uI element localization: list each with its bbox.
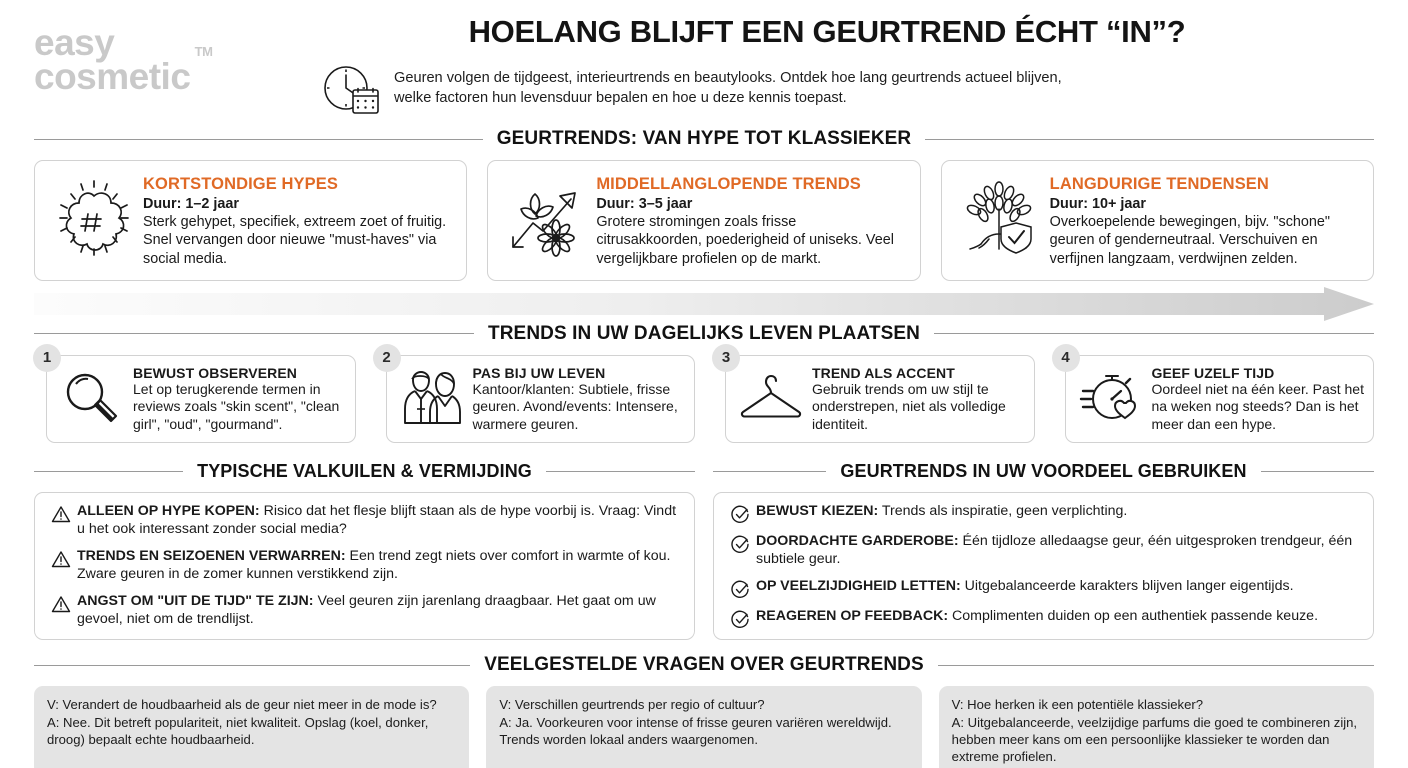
trend-duration: Duur: 3–5 jaar: [596, 196, 693, 212]
step-card-accent[interactable]: [721, 349, 1035, 444]
step-number-badge: 2: [373, 344, 401, 372]
trend-description: Grotere stromingen zoals frisse citrusakkoorden, poederigheid of uniseks. Veel vergelijkbare profielen op de markt.: [596, 214, 894, 267]
growth-arrow-leaf-icon: [498, 173, 596, 257]
trend-title: MIDDELLANGLOPENDE TRENDS: [596, 175, 861, 193]
check-circle-icon: [724, 503, 756, 524]
divider-line-left: [34, 665, 470, 666]
pitfall-text: Een trend zegt niets over comfort in warmte of kou. Zware geuren in de zomer kunnen verstikkend zijn.: [77, 548, 671, 583]
pitfall-label: ALLEEN OP HYPE KOPEN:: [77, 503, 260, 520]
section-header-steps: [34, 323, 1374, 345]
warning-triangle-icon: [45, 548, 77, 568]
section-title-trends: GEURTRENDS: VAN HYPE TOT KLASSIEKER: [496, 128, 912, 149]
pitfall-label: TRENDS EN SEIZOENEN VERWARREN:: [77, 548, 346, 565]
panels-row: [34, 461, 1374, 640]
step-card-fit-life[interactable]: [382, 349, 696, 444]
step-title: GEEF UZELF TIJD: [1151, 364, 1275, 381]
faq-item[interactable]: [486, 686, 921, 768]
trend-card-midterm[interactable]: [487, 160, 920, 281]
faq-answer: A: Nee. Dit betreft populariteit, niet kwaliteit. Opslag (koel, donker, droog) bepaalt echte houdbaarheid.: [47, 714, 429, 747]
step-description: Oordeel niet na één keer. Past het na weken nog steeds? Dan is het meer dan een hype.: [1151, 380, 1364, 432]
steps-row: [34, 349, 1374, 444]
faq-row: [34, 686, 1374, 768]
tree-shield-check-icon: [952, 173, 1050, 257]
section-title-advantages: GEURTRENDS IN UW VOORDEEL GEBRUIKEN: [840, 461, 1247, 482]
section-title-steps: TRENDS IN UW DAGELIJKS LEVEN PLAATSEN: [488, 322, 920, 344]
page-title: HOELANG BLIJFT EEN GEURTREND ÉCHT “IN”?: [468, 14, 1186, 49]
step-card-observe[interactable]: [42, 349, 356, 444]
advantage-label: BEWUST KIEZEN:: [756, 503, 879, 520]
trend-title: LANGDURIGE TENDENSEN: [1049, 175, 1269, 193]
section-title-pitfalls: TYPISCHE VALKUILEN & VERMIJDING: [197, 461, 532, 482]
section-title-faq: VEELGESTELDE VRAGEN OVER GEURTRENDS: [484, 654, 924, 676]
step-number-badge: 4: [1052, 344, 1080, 372]
list-item: [724, 503, 1359, 524]
panel-pitfalls: [34, 461, 695, 640]
timeline-arrow: [34, 287, 1374, 323]
check-circle-icon: [724, 533, 756, 554]
faq-answer: A: Uitgebalanceerde, veelzijdige parfums die goed te combineren zijn, hebben meer kans om een persoonlijke klassieker te worden dan extreme profielen.: [951, 714, 1358, 765]
warning-triangle-icon: [45, 503, 77, 523]
trademark-symbol: TM: [194, 44, 213, 59]
list-item: [724, 578, 1359, 599]
list-item: [45, 593, 680, 629]
trend-duration: Duur: 10+ jaar: [1049, 196, 1147, 212]
clothes-hanger-icon: [730, 365, 812, 427]
check-circle-icon: [724, 578, 756, 599]
pitfall-label: ANGST OM "UIT DE TIJD" TE ZIJN:: [77, 592, 314, 609]
divider-line-right: [938, 665, 1374, 666]
two-people-icon: [391, 365, 473, 427]
trend-description: Overkoepelende bewegingen, bijv. "schone" geuren of genderneutraal. Verschuiven en verfijnen langzaam, verdwijnen zelden.: [1049, 214, 1331, 267]
step-title: TREND ALS ACCENT: [812, 364, 955, 381]
step-description: Let op terugkerende termen in reviews zoals "skin scent", "clean girl", "oud", "gourmand".: [133, 380, 340, 432]
stopwatch-heart-icon: [1070, 365, 1152, 427]
advantages-box: [713, 492, 1374, 640]
header-subtitle: Geuren volgen de tijdgeest, interieurtrends en beautylooks. Ontdek hoe lang geurtrends actueel blijven, welke factoren hun levensduur bepalen en hoe u deze kennis toepast.: [394, 70, 1062, 107]
brand-line-1: easy: [34, 22, 115, 63]
trend-card-row: [34, 160, 1374, 281]
divider-line-left: [34, 139, 483, 140]
faq-question: V: Verandert de houdbaarheid als de geur niet meer in de mode is?: [47, 697, 437, 713]
section-header-trends: [34, 128, 1374, 150]
list-item: [45, 548, 680, 584]
faq-question: V: Hoe herken ik een potentiële klassieker?: [951, 697, 1204, 713]
magnifier-icon: [51, 365, 133, 427]
list-item: [724, 608, 1359, 629]
faq-item[interactable]: [939, 686, 1374, 768]
divider-line-left: [34, 333, 474, 334]
header: [34, 0, 1374, 128]
advantage-label: DOORDACHTE GARDEROBE:: [756, 533, 959, 550]
step-description: Kantoor/klanten: Subtiele, frisse geuren. Avond/events: Intensere, warmere geuren.: [472, 380, 678, 432]
divider-line-right: [925, 139, 1374, 140]
divider-line-right: [1261, 471, 1374, 472]
divider-line-left: [713, 471, 826, 472]
step-number-badge: 3: [712, 344, 740, 372]
faq-item[interactable]: [34, 686, 469, 768]
section-header-pitfalls: [34, 461, 695, 482]
step-description: Gebruik trends om uw stijl te onderstrepen, niet als volledige identiteit.: [812, 380, 1006, 432]
pitfalls-box: [34, 492, 695, 639]
advantage-text: Trends als inspiratie, geen verplichting.: [878, 503, 1128, 520]
pitfall-text: Risico dat het flesje blijft staan als de hype voorbij is. Vraag: Vindt u het ook interessant zonder social media?: [77, 503, 677, 538]
trend-description: Sterk gehypet, specifiek, extreem zoet of fruitig. Snel vervangen door nieuwe "must-haves" via social media.: [143, 214, 447, 267]
advantage-text: Complimenten duiden op een authentiek passende keuze.: [948, 608, 1319, 625]
pitfall-text: Veel geuren zijn jarenlang draagbaar. Het gaat om uw gevoel, niet om de trendlijst.: [77, 592, 656, 627]
step-title: PAS BIJ UW LEVEN: [472, 364, 606, 381]
trend-card-longterm[interactable]: [941, 160, 1374, 281]
check-circle-icon: [724, 608, 756, 629]
advantage-text: Één tijdloze alledaagse geur, één uitgesproken trendgeur, één subtiele geur.: [756, 533, 1353, 568]
advantage-label: REAGEREN OP FEEDBACK:: [756, 608, 949, 625]
trend-title: KORTSTONDIGE HYPES: [143, 175, 338, 193]
hashtag-burst-icon: [45, 173, 143, 257]
step-card-give-time[interactable]: [1061, 349, 1375, 444]
divider-line-left: [34, 471, 183, 472]
trend-duration: Duur: 1–2 jaar: [143, 196, 239, 212]
clock-calendar-icon: [320, 64, 394, 121]
warning-triangle-icon: [45, 593, 77, 613]
brand-logo: [34, 14, 304, 98]
faq-answer: A: Ja. Voorkeuren voor intense of frisse geuren variëren wereldwijd. Trends worden lokaal anders waargenomen.: [499, 714, 892, 747]
faq-question: V: Verschillen geurtrends per regio of cultuur?: [499, 697, 765, 713]
section-header-advantages: [713, 461, 1374, 482]
list-item: [45, 503, 680, 539]
brand-line-2: cosmetic: [34, 56, 191, 98]
trend-card-hypes[interactable]: [34, 160, 467, 281]
divider-line-right: [934, 333, 1374, 334]
advantage-text: Uitgebalanceerde karakters blijven langer eigentijds.: [960, 578, 1294, 595]
step-title: BEWUST OBSERVEREN: [133, 364, 298, 381]
list-item: [724, 533, 1359, 569]
step-number-badge: 1: [33, 344, 61, 372]
section-header-faq: [34, 654, 1374, 676]
divider-line-right: [546, 471, 695, 472]
panel-advantages: [713, 461, 1374, 640]
advantage-label: OP VEELZIJDIGHEID LETTEN:: [756, 578, 961, 595]
